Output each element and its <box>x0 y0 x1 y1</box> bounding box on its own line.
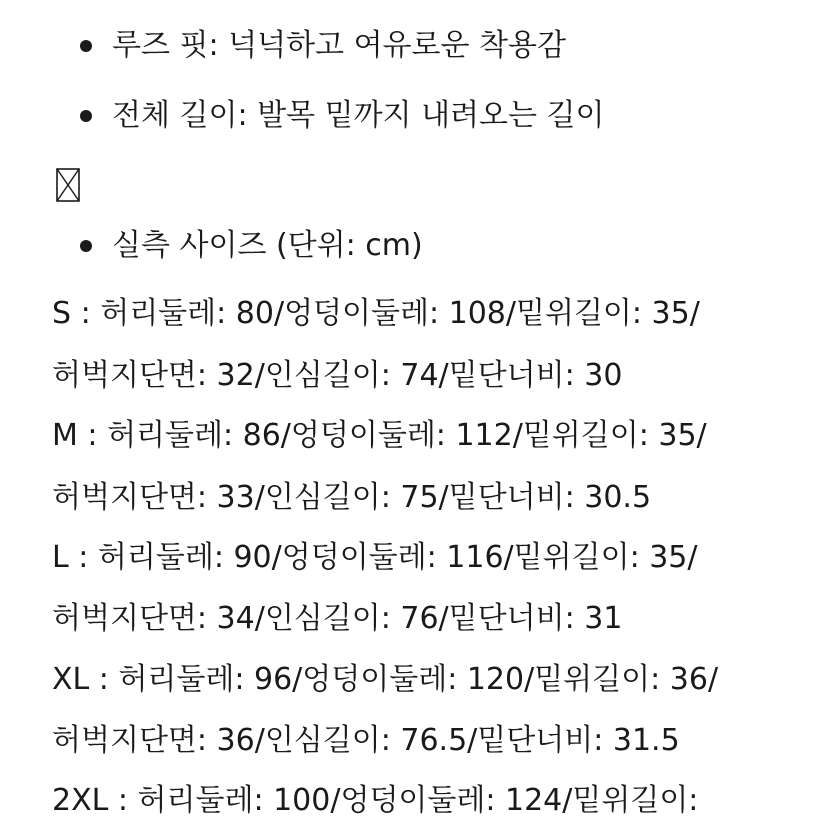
size-line-s-1: S : 허리둘레: 80/엉덩이둘레: 108/밑위길이: 35/ <box>52 296 700 331</box>
size-line-2xl-1: 2XL : 허리둘레: 100/엉덩이둘레: 124/밑위길이: <box>52 783 699 818</box>
size-line-l-1: L : 허리둘레: 90/엉덩이둘레: 116/밑위길이: 35/ <box>52 540 698 575</box>
size-line-m-2: 허벅지단면: 33/인심길이: 75/밑단너비: 30.5 <box>52 480 652 515</box>
missing-glyph-icon <box>56 168 80 202</box>
bullet-text-measure: 실측 사이즈 (단위: cm) <box>112 228 423 263</box>
size-line-xl-1: XL : 허리둘레: 96/엉덩이둘레: 120/밑위길이: 36/ <box>52 662 719 697</box>
bullet-dot <box>80 40 92 52</box>
bullet-dot <box>80 110 92 122</box>
bullet-item-measure <box>80 226 423 266</box>
bullet-item-length <box>80 96 605 136</box>
size-line-s-2: 허벅지단면: 32/인심길이: 74/밑단너비: 30 <box>52 358 623 393</box>
bullet-dot <box>80 240 92 252</box>
bullet-item-fit <box>80 26 566 66</box>
bullet-text-length: 전체 길이: 발목 밑까지 내려오는 길이 <box>112 98 605 133</box>
size-line-l-2: 허벅지단면: 34/인심길이: 76/밑단너비: 31 <box>52 601 623 636</box>
size-line-m-1: M : 허리둘레: 86/엉덩이둘레: 112/밑위길이: 35/ <box>52 418 707 453</box>
bullet-text-fit: 루즈 핏: 넉넉하고 여유로운 착용감 <box>112 28 566 63</box>
size-line-xl-2: 허벅지단면: 36/인심길이: 76.5/밑단너비: 31.5 <box>52 723 680 758</box>
